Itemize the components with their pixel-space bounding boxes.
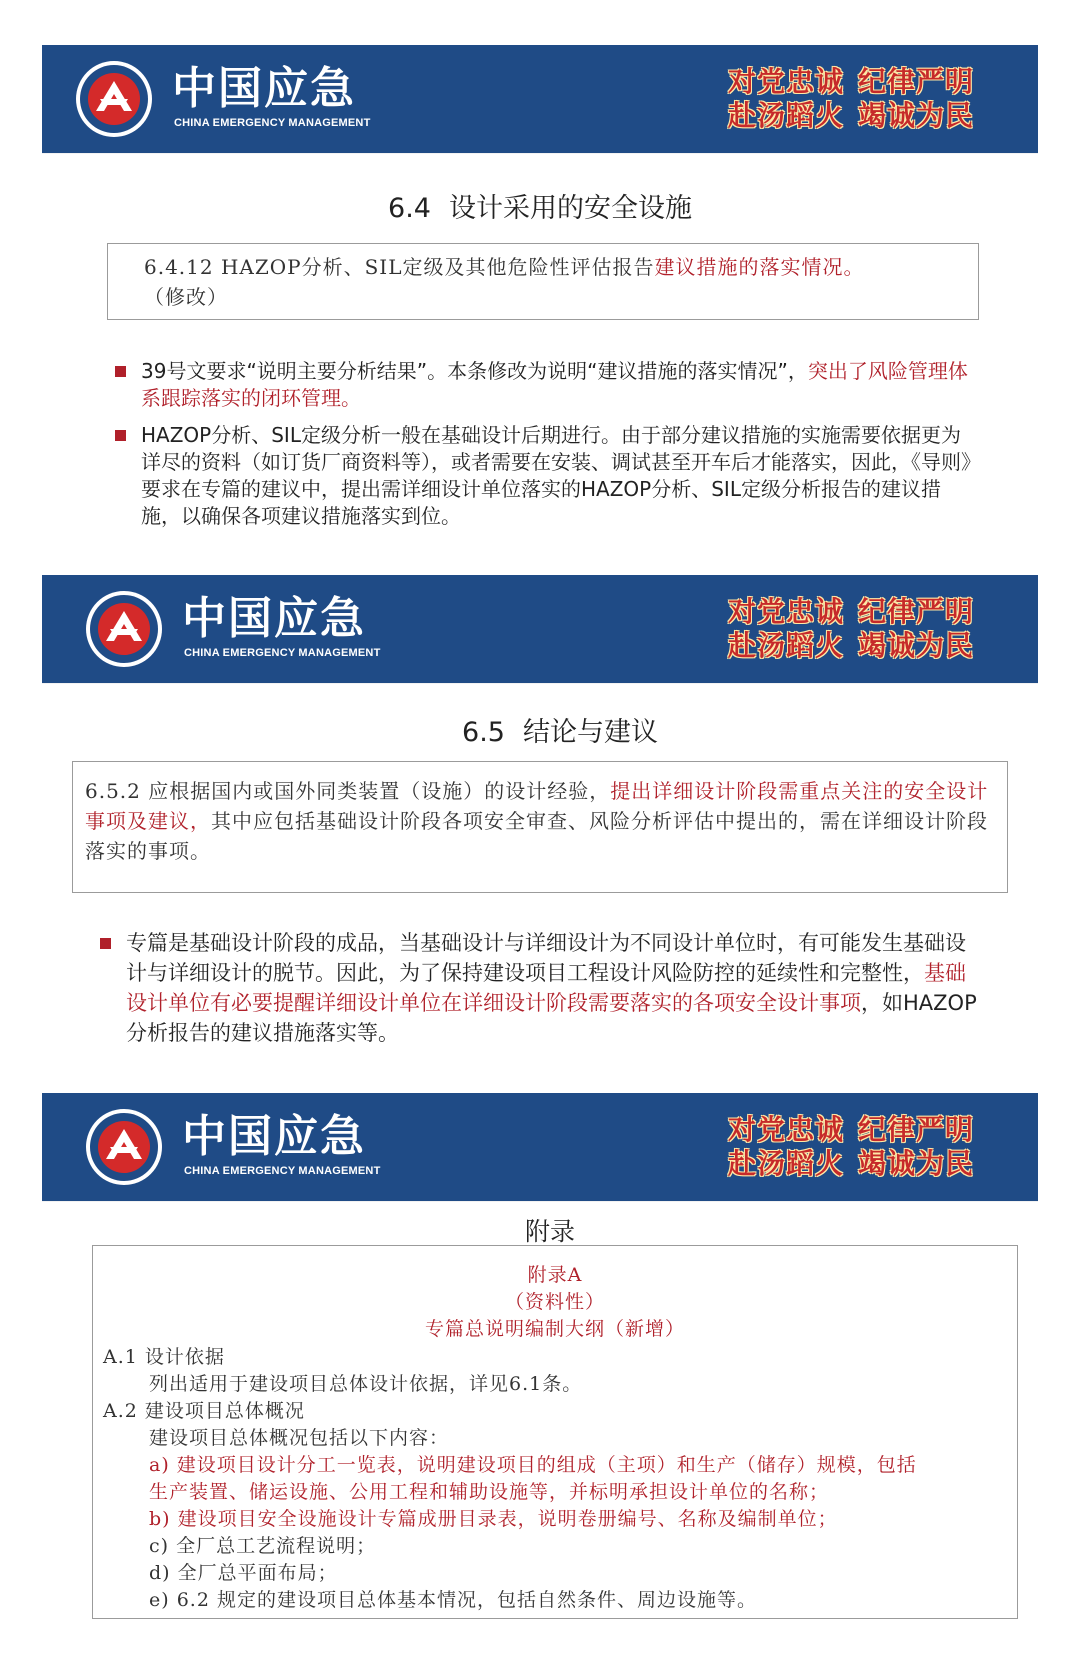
appendix-box [92, 1245, 1018, 1619]
header-banner-3 [42, 1093, 1038, 1201]
section-number: 6.4 [388, 193, 431, 224]
slogan-text: 纪律严明 [858, 1113, 975, 1146]
appendix-item-label: A.1 设计依据 [103, 1346, 225, 1368]
appendix-list-item: 生产装置、储运设施、公用工程和辅助设施等，并标明承担设计单位的名称； [149, 1481, 830, 1503]
appendix-title: 附录A [527, 1264, 583, 1286]
slogan-text: 竭诚为民 [858, 99, 975, 132]
appendix-list-item: e) 6.2 规定的建设项目总体基本情况，包括自然条件、周边设施等。 [149, 1589, 757, 1611]
bullet-square-icon [100, 938, 111, 949]
clause-highlight: 提出详细设计阶段需重点关注的安全设计事项及建议， [85, 779, 989, 833]
emergency-emblem-icon [74, 59, 154, 139]
bullet-highlight: 突出了风险管理体系跟踪落实的闭环管理。 [141, 359, 968, 410]
clause-box [107, 243, 979, 320]
appendix-list-item: d) 全厂总平面布局； [149, 1562, 338, 1584]
slogan-text: 竭诚为民 [858, 1147, 975, 1180]
brand-name: 中国应急 [182, 1111, 366, 1162]
slogan [728, 65, 978, 133]
section-heading: 附录 [524, 1217, 575, 1246]
slogan [728, 595, 978, 663]
bullet-text: 专篇是基础设计阶段的成品，当基础设计与详细设计为不同设计单位时，有可能发生基础设计与详细设计的脱节。因此，为了保持建设项目工程设计风险防控的延续性和完整性， [126, 931, 966, 985]
brand-name: 中国应急 [172, 63, 356, 114]
appendix-list-item: a) 建设项目设计分工一览表，说明建设项目的组成（主项）和生产（储存）规模，包括 [149, 1454, 917, 1476]
bullet-list [115, 358, 975, 534]
appendix-list-item: c) 全厂总工艺流程说明； [149, 1535, 377, 1557]
brand-name-en: CHINA EMERGENCY MANAGEMENT [184, 647, 381, 659]
section-title [10, 1212, 1080, 1248]
slogan-text: 赴汤蹈火 [728, 1147, 845, 1180]
bullet-square-icon [115, 366, 126, 377]
clause-text: 6.5.2 应根据国内或国外同类装置（设施）的设计经验， [85, 779, 611, 803]
clause-text: 其中应包括基础设计阶段各项安全审查、风险分析评估中提出的，需在详细设计阶段落实的事项。 [85, 809, 988, 863]
slogan-text: 赴汤蹈火 [728, 629, 845, 662]
slogan-text: 对党忠诚 [728, 1113, 845, 1146]
section-heading: 设计采用的安全设施 [448, 193, 692, 224]
bullet-item [115, 422, 975, 530]
section-heading: 结论与建议 [522, 717, 658, 748]
slogan-text: 对党忠诚 [728, 65, 845, 98]
slogan-text: 纪律严明 [858, 595, 975, 628]
section-number: 6.5 [462, 717, 505, 748]
bullet-item [100, 928, 982, 1048]
emergency-emblem-icon [84, 1107, 164, 1187]
header-banner-2 [42, 575, 1038, 683]
slogan-text: 对党忠诚 [728, 595, 845, 628]
slogan-text: 纪律严明 [858, 65, 975, 98]
appendix-subtitle: （资料性） [504, 1291, 605, 1313]
appendix-item-text: 列出适用于建设项目总体设计依据，详见6.1条。 [149, 1373, 583, 1395]
header-banner-1 [42, 45, 1038, 153]
bullet-text: ，如HAZOP分析报告的建议措施落实等。 [126, 991, 977, 1045]
clause-note: （修改） [144, 285, 228, 309]
appendix-item-label: A.2 建设项目总体概况 [103, 1400, 305, 1422]
appendix-list-item: b) 建设项目安全设施设计专篇成册目录表，说明卷册编号、名称及编制单位； [149, 1508, 838, 1530]
clause-text: 6.4.12 HAZOP分析、SIL定级及其他危险性评估报告 [144, 255, 655, 279]
bullet-list [100, 928, 982, 1052]
brand-name-en: CHINA EMERGENCY MANAGEMENT [184, 1165, 381, 1177]
section-title [0, 186, 1080, 225]
slogan-text: 竭诚为民 [858, 629, 975, 662]
section-title [20, 710, 1080, 749]
bullet-text: HAZOP分析、SIL定级分析一般在基础设计后期进行。由于部分建议措施的实施需要依据更为详尽的资料（如订货厂商资料等），或者需要在安装、调试甚至开车后才能落实，因此，《导则》要求在专篇的建议中，提出需详细设计单位落实的HAZOP分析、SIL定级分析报告的建议措施，以确保各项建议措施落实到位。 [141, 423, 971, 528]
brand-name: 中国应急 [182, 593, 366, 644]
bullet-highlight: 基础设计单位有必要提醒详细设计单位在详细设计阶段需要落实的各项安全设计事项 [126, 961, 966, 1015]
bullet-square-icon [115, 430, 126, 441]
slogan-text: 赴汤蹈火 [728, 99, 845, 132]
slogan [728, 1113, 978, 1181]
emergency-emblem-icon [84, 589, 164, 669]
appendix-item-text: 建设项目总体概况包括以下内容： [149, 1427, 450, 1449]
clause-highlight: 建议措施的落实情况。 [654, 255, 865, 279]
bullet-item [115, 358, 975, 412]
brand-name-en: CHINA EMERGENCY MANAGEMENT [174, 117, 371, 129]
clause-box [72, 761, 1008, 893]
bullet-text: 39号文要求“说明主要分析结果”。本条修改为说明“建议措施的落实情况”， [141, 359, 808, 383]
appendix-heading: 专篇总说明编制大纲（新增） [424, 1318, 685, 1340]
